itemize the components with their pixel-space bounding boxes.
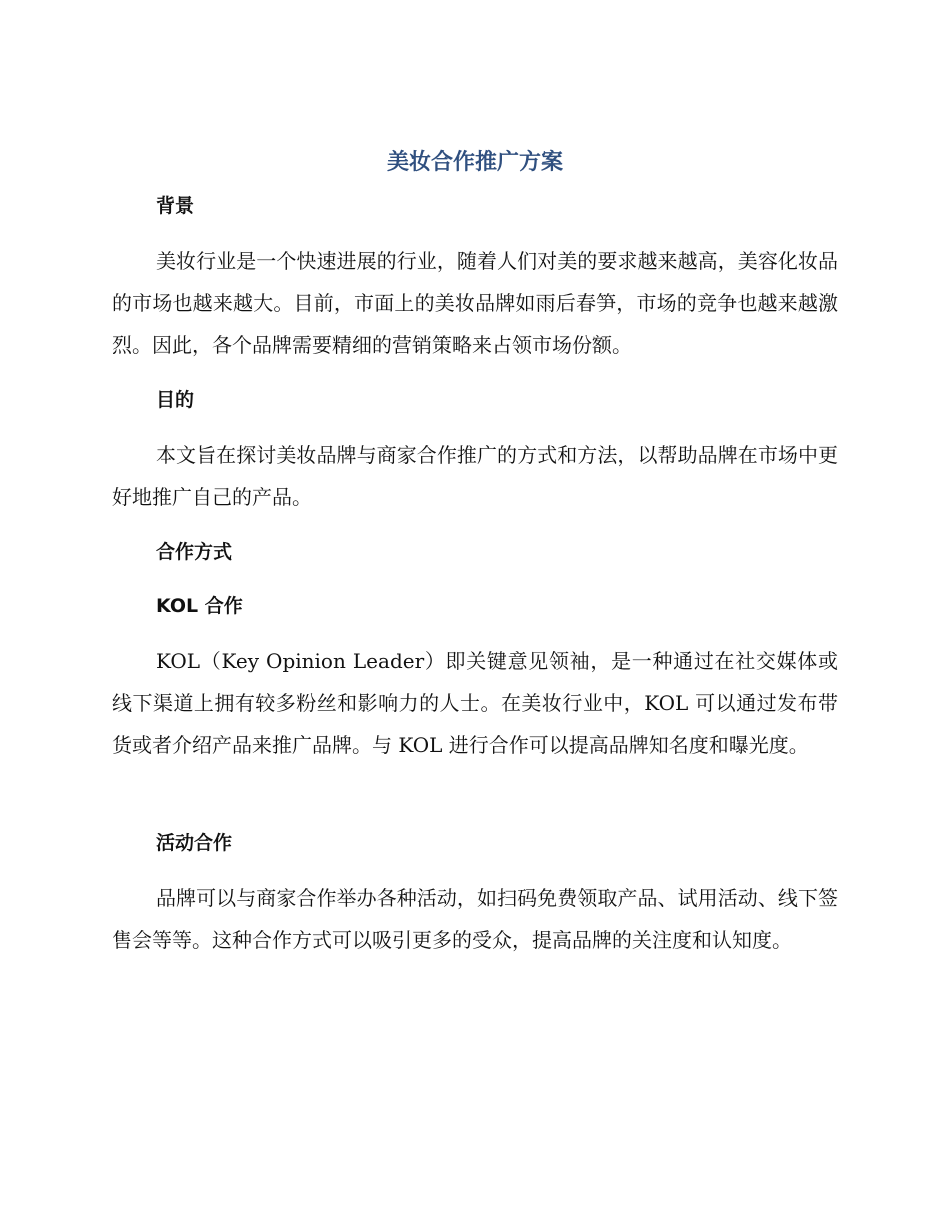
document-title: 美妆合作推广方案 [386,150,563,175]
section-paragraph-event: 品牌可以与商家合作举办各种活动，如扫码免费领取产品、试用活动、线下签售会等等。这种合作方式可以吸引更多的受众，提高品牌的关注度和认知度。 [112,886,838,952]
section-paragraph-background: 美妆行业是一个快速进展的行业，随着人们对美的要求越来越高，美容化妆品的市场也越来越大。目前，市面上的美妆品牌如雨后春笋，市场的竞争也越来越激烈。因此，各个品牌需要精细的营销策略来占领市场份额。 [112,249,838,357]
section-heading-kol: KOL 合作 [156,595,243,617]
section-heading-event: 活动合作 [156,832,233,854]
section-heading-background: 背景 [156,195,195,217]
section-heading-cooperation-methods: 合作方式 [156,541,233,563]
section-paragraph-purpose: 本文旨在探讨美妆品牌与商家合作推广的方式和方法，以帮助品牌在市场中更好地推广自己的产品。 [112,443,838,509]
section-paragraph-kol: KOL（Key Opinion Leader）即关键意见领袖，是一种通过在社交媒体或线下渠道上拥有较多粉丝和影响力的人士。在美妆行业中，KOL 可以通过发布带货或者介绍产品来推广品牌。与 KOL 进行合作可以提高品牌知名度和曝光度。 [112,649,838,757]
section-heading-purpose: 目的 [156,389,195,411]
